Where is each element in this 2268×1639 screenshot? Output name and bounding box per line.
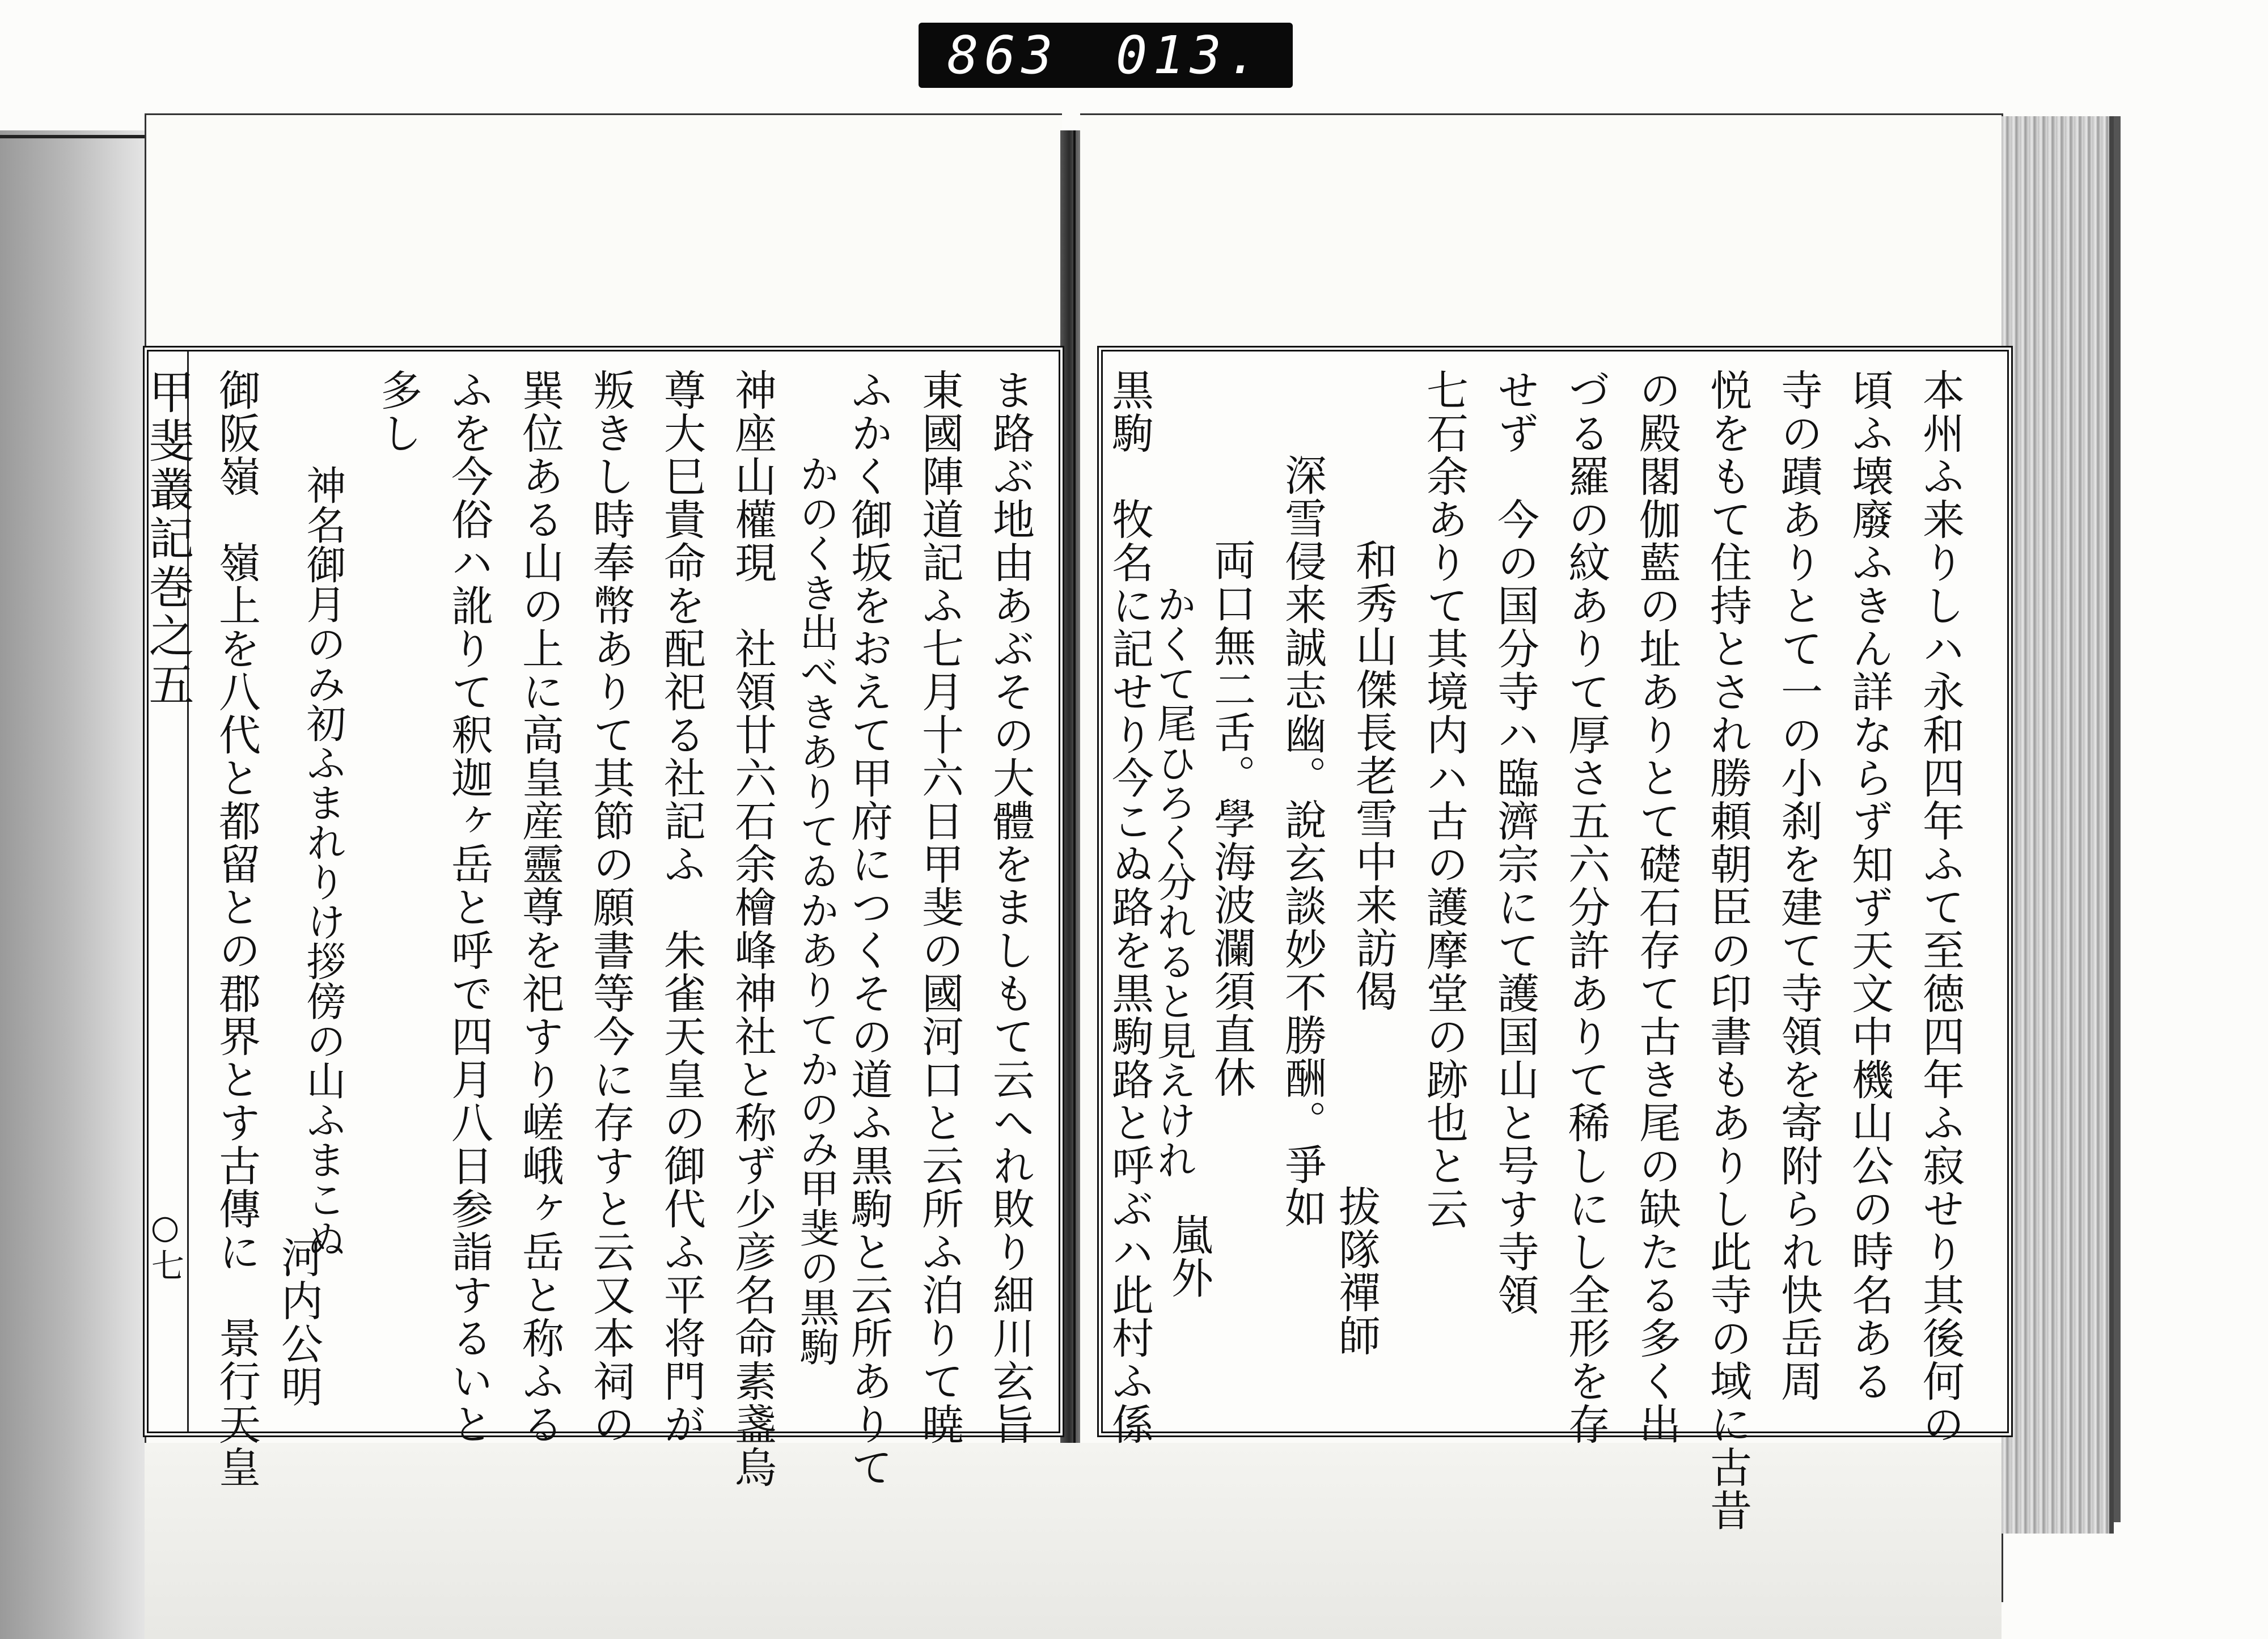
right-text-column-4: 悦をもて住持とされ勝頼朝臣の印書もありし此寺の域に古昔 <box>1703 369 1752 1532</box>
right-text-column-3: 寺の蹟ありとて一の小刹を建て寺領を寄附られ快岳周 <box>1774 369 1823 1403</box>
right-text-column-2: 頃ふ壊廢ふきん詳ならず知ず天文中機山公の時名ある <box>1845 369 1894 1403</box>
right-text-column-5: の殿閣伽藍の址ありとて礎石存て古き尾の缺たる多く出 <box>1632 369 1681 1446</box>
right-text-column-last: 黒駒 牧名に記せり今こぬ路を黒駒路と呼ぶハ此村ふ係 <box>1105 369 1154 1446</box>
scan-edge-line <box>0 135 145 138</box>
gutter-line <box>1073 130 1076 1639</box>
left-text-column-9: ふを今俗ハ訛りて釈迦ヶ岳と呼で四月八日参詣するいと <box>445 369 493 1446</box>
right-poem-title: 和秀山傑長老雪中来訪偈 <box>1349 539 1398 1013</box>
left-text-column-11: 御阪嶺 嶺上を八代と都留との郡界とす古傳に 景行天皇 <box>212 369 261 1489</box>
right-poem-line-2: 両口無二舌。學海波瀾須直休 <box>1207 539 1256 1099</box>
right-text-column-8: 七石余ありて其境内ハ古の護摩堂の跡也と云 <box>1420 369 1469 1230</box>
right-haiku: かくて尾ひろく分れると見えけれ <box>1150 584 1197 1179</box>
left-poem: 神名御月のみ初ふまれりけ拶傍の山ふまこぬ <box>300 465 346 1259</box>
left-text-column-8: 巽位ある山の上に高皇産靈尊を祀すり嵯峨ヶ岳と称ふる <box>515 369 564 1446</box>
right-poem-author: 拔隊禪師 <box>1332 1185 1381 1357</box>
stamp-right-code: 013. <box>1115 25 1264 86</box>
right-text-column-1: 本州ふ来りしハ永和四年ふて至徳四年ふ寂せり其後何の <box>1916 369 1965 1446</box>
right-text-column-6: づる羅の紋ありて厚さ五六分許ありて稀しにし全形を存 <box>1562 369 1610 1446</box>
right-text-column-7: せず 今の国分寺ハ臨濟宗にて護国山と号す寺領 <box>1491 369 1539 1316</box>
stamp-left-code: 863 <box>947 25 1059 86</box>
page-edges <box>2002 116 2114 1534</box>
left-text-column-2: 東國陣道記ふ七月十六日甲斐の國河口と云所ふ泊りて暁 <box>915 369 964 1446</box>
left-text-column-7: 叛きし時奉幣ありて其節の願書等今に存すと云又本祠の <box>586 369 635 1446</box>
right-poem-line-1: 深雪侵来誠志幽。說玄談妙不勝酬。爭如 <box>1278 454 1327 1229</box>
scan-shadow <box>0 130 164 1639</box>
left-interlinear-note: かのくき出べきありてゐかありてかのみ甲斐の黒駒 <box>793 454 840 1366</box>
left-text-column-10: 多し <box>374 369 422 455</box>
left-text-column-3: ふかく御坂をおえて甲府につくその道ふ黒駒と云所ありて <box>844 369 893 1489</box>
right-haiku-author: 嵐外 <box>1165 1213 1213 1299</box>
running-title: 甲斐叢記巻之五 <box>141 369 194 710</box>
folio-number: ○七 <box>146 1208 184 1284</box>
left-text-column-1: ま路ぶ地由あぶその大體をましもて云へれ敗り細川玄旨 <box>986 369 1035 1446</box>
left-poem-author: 河内公明 <box>274 1236 323 1408</box>
left-text-column-5: 神座山權現 社領廿六石余檜峰神社と称ず少彦名命素盞烏 <box>728 369 777 1489</box>
archive-stamp <box>919 23 1293 88</box>
left-text-column-6: 尊大巳貴命を配祀る社記ふ 朱雀天皇の御代ふ平将門が <box>657 369 706 1446</box>
